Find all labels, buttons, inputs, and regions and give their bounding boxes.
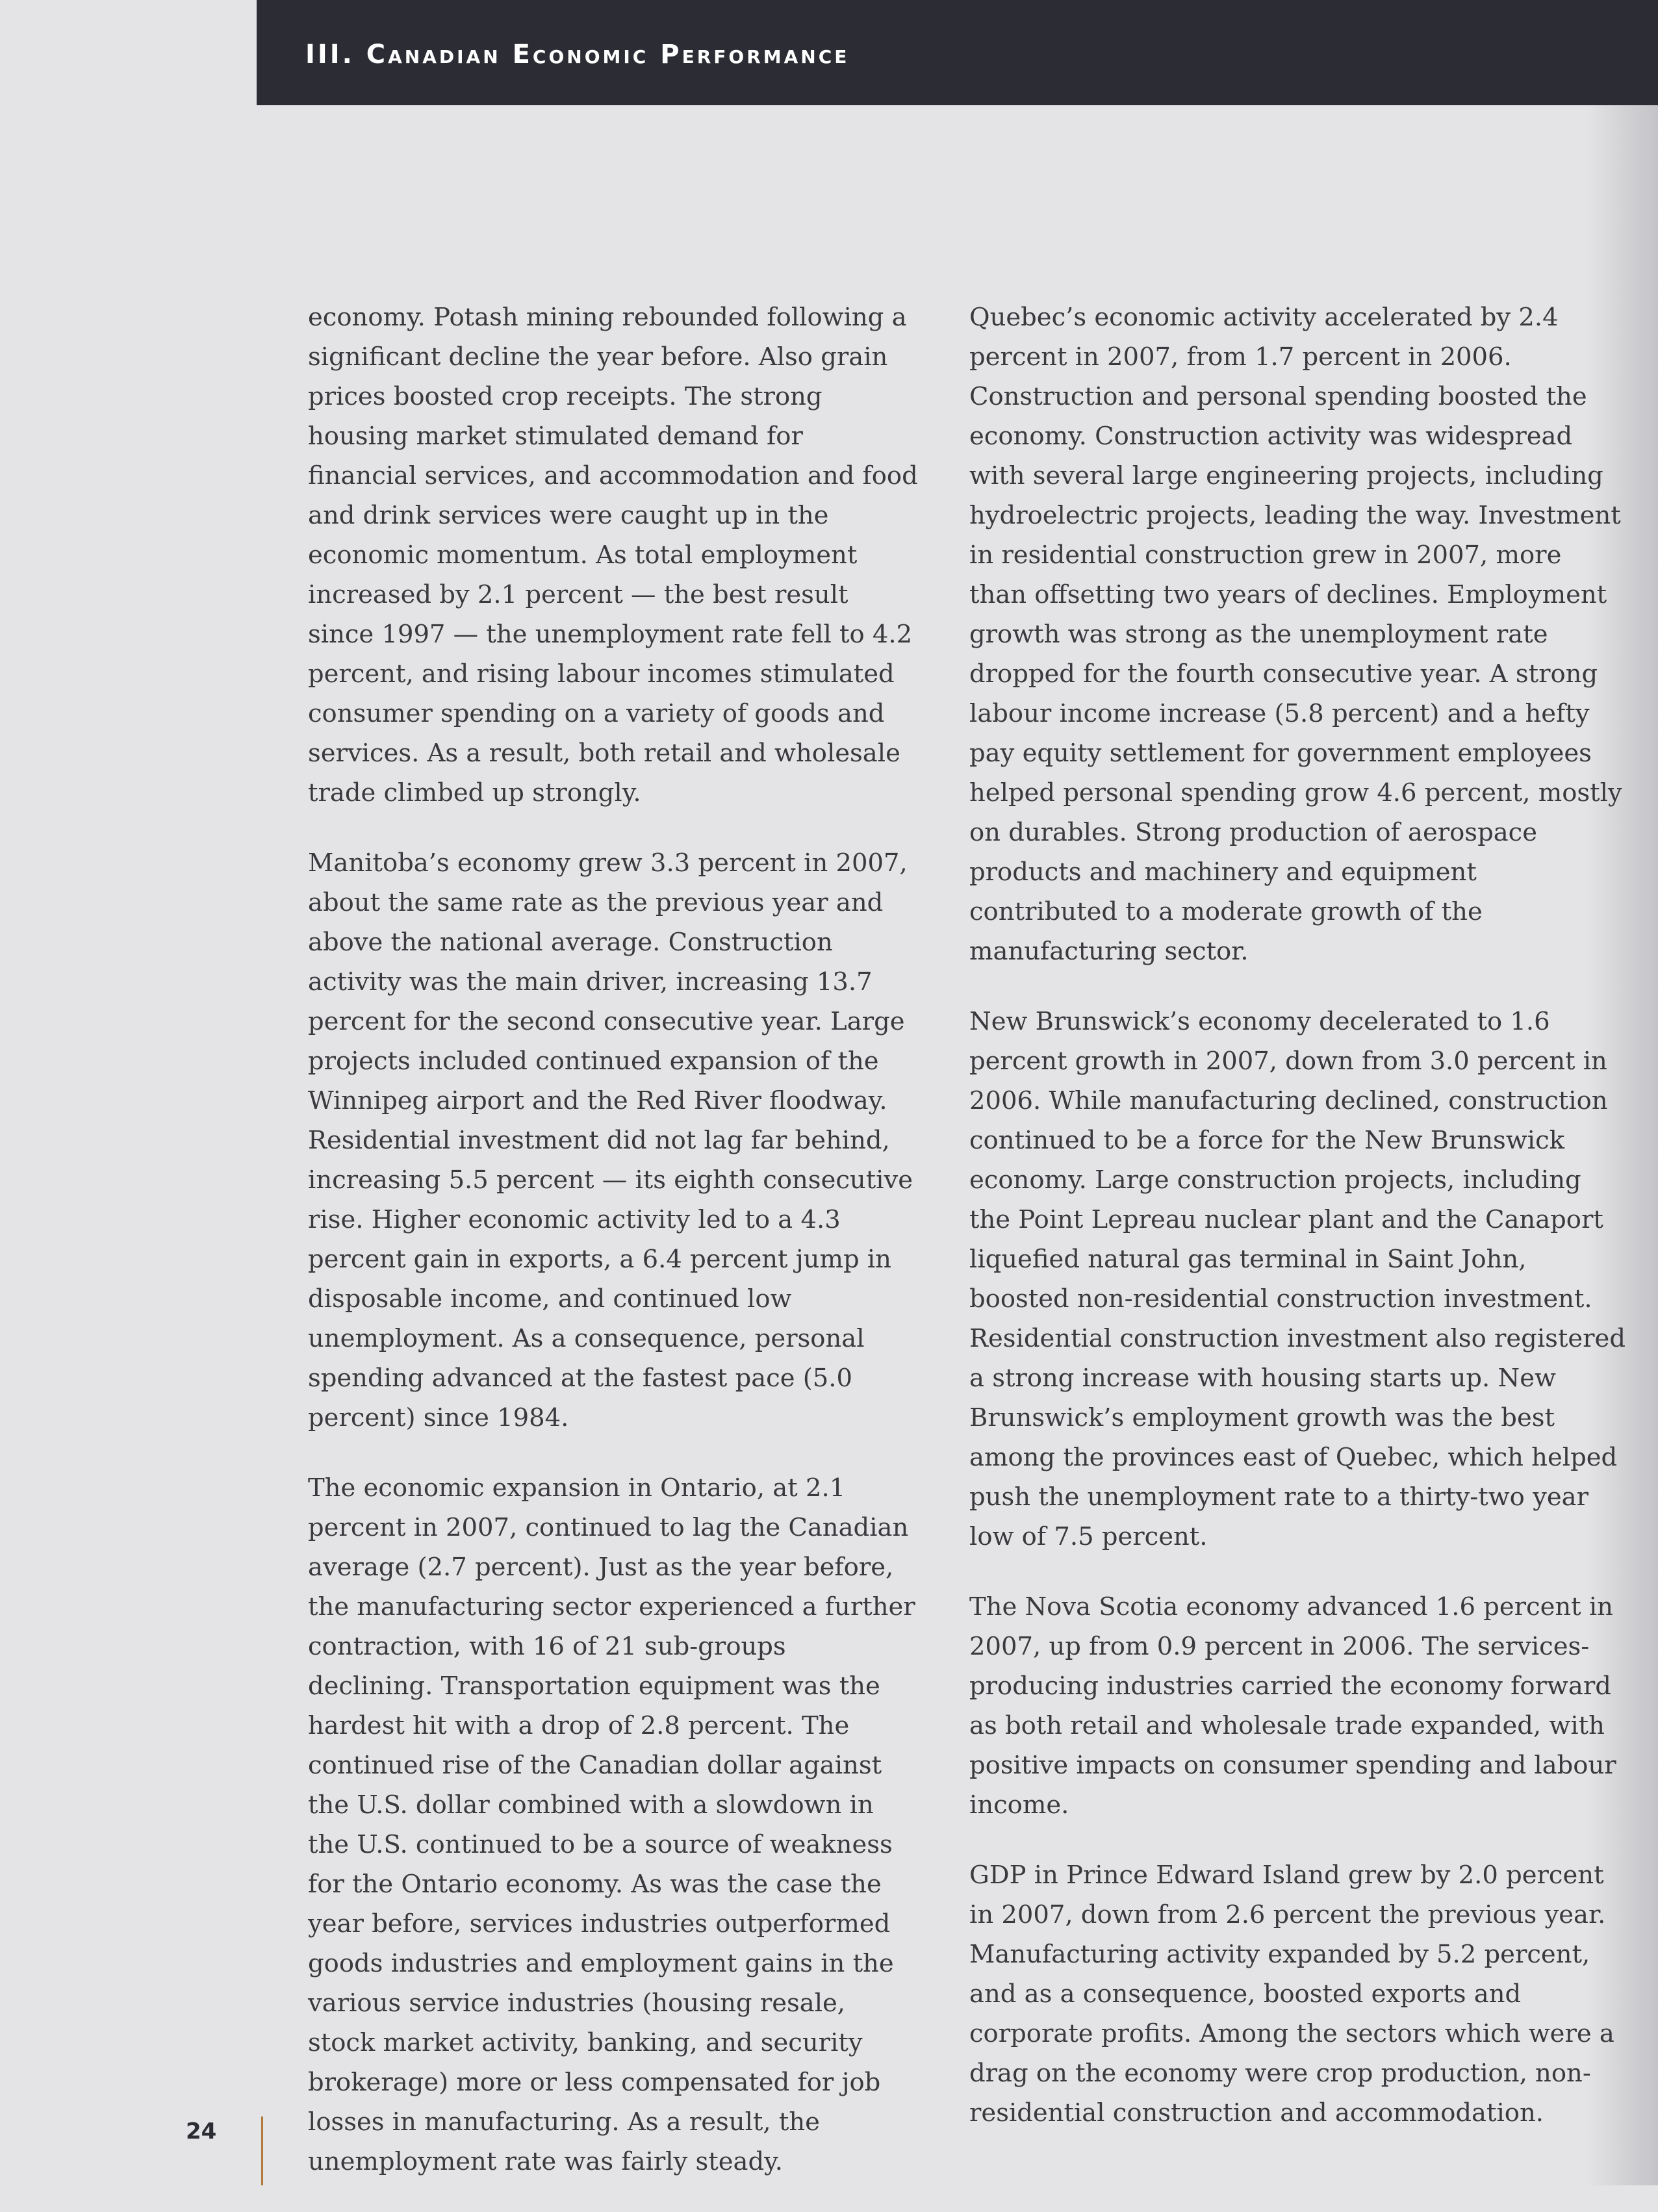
- page-number-rule: [261, 2117, 263, 2185]
- paragraph-manitoba: Manitoba’s economy grew 3.3 percent in 2007, about the same rate as the previous year and above the national average. Construction activity was the main driver, increasing 13.7 percent for the second consecutive year. Large projects included continued expansion of the Winnipeg airport and the Red River floodway. Residential investment did not lag far behind, increasing 5.5 percent — its eighth consecutive rise. Higher economic activity led to a 4.3 percent gain in exports, a 6.4 percent jump in disposable income, and continued low unemployment. As a consequence, personal spending advanced at the fastest pace (5.0 percent) since 1984.: [308, 848, 913, 1432]
- left-text-column: [308, 298, 919, 2212]
- paragraph-ontario: The economic expansion in Ontario, at 2.1 percent in 2007, continued to lag the Canadian average (2.7 percent). Just as the year before, the manufacturing sector experienced a further contraction, with 16 of 21 sub-groups declining. Transportation equipment was the hardest hit with a drop of 2.8 percent. The continued rise of the Canadian dollar against the U.S. dollar combined with a slowdown in the U.S. continued to be a source of weakness for the Ontario economy. As was the case the year before, services industries outperformed goods industries and employment gains in the various service industries (housing resale, stock market activity, banking, and security brokerage) more or less compensated for job losses in manufacturing. As a result, the unemployment rate was fairly steady.: [308, 1473, 915, 2176]
- paragraph-quebec: Quebec’s economic activity accelerated by 2.4 percent in 2007, from 1.7 percent in 2006. Construction and personal spending boosted the economy. Construction activity was widespread with several large engineering projects, including hydroelectric projects, leading the way. Investment in residential construction grew in 2007, more than offsetting two years of declines. Employment growth was strong as the unemployment rate dropped for the fourth consecutive year. A strong labour income increase (5.8 percent) and a hefty pay equity settlement for government employees helped personal spending grow 4.6 percent, mostly on durables. Strong production of aerospace products and machinery and equipment contributed to a moderate growth of the manufacturing sector.: [969, 303, 1622, 966]
- paragraph-new-brunswick: New Brunswick’s economy decelerated to 1.6 percent growth in 2007, down from 3.0 percent in 2006. While manufacturing declined, construction continued to be a force for the New Brunswick economy. Large construction projects, including the Point Lepreau nuclear plant and the Canaport liquefied natural gas terminal in Saint John, boosted non-residential construction investment. Residential construction investment also registered a strong increase with housing starts up. New Brunswick’s employment growth was the best among the provinces east of Quebec, which helped push the unemployment rate to a thirty-two year low of 7.5 percent.: [969, 1007, 1626, 1551]
- section-header-bar: [257, 0, 1658, 105]
- paragraph-prince-edward-island: GDP in Prince Edward Island grew by 2.0 percent in 2007, down from 2.6 percent the previous year. Manufacturing activity expanded by 5.2 percent, and as a consequence, boosted exports and corporate profits. Among the sectors which were a drag on the economy were crop production, non-residential construction and accommodation.: [969, 1861, 1614, 2128]
- paragraph-nova-scotia: The Nova Scotia economy advanced 1.6 percent in 2007, up from 0.9 percent in 2006. The services-producing industries carried the economy forward as both retail and wholesale trade expanded, with positive impacts on consumer spending and labour income.: [969, 1592, 1616, 1820]
- page-number: 24: [186, 2118, 217, 2144]
- right-text-column: [969, 298, 1626, 2163]
- paragraph-saskatchewan: economy. Potash mining rebounded following a significant decline the year before. Also grain prices boosted crop receipts. The strong housing market stimulated demand for financial services, and accommodation and food and drink services were caught up in the economic momentum. As total employment increased by 2.1 percent — the best result since 1997 — the unemployment rate fell to 4.2 percent, and rising labour incomes stimulated consumer spending on a variety of goods and services. As a result, both retail and wholesale trade climbed up strongly.: [308, 303, 918, 807]
- section-title: III. Canadian Economic Performance: [305, 40, 850, 70]
